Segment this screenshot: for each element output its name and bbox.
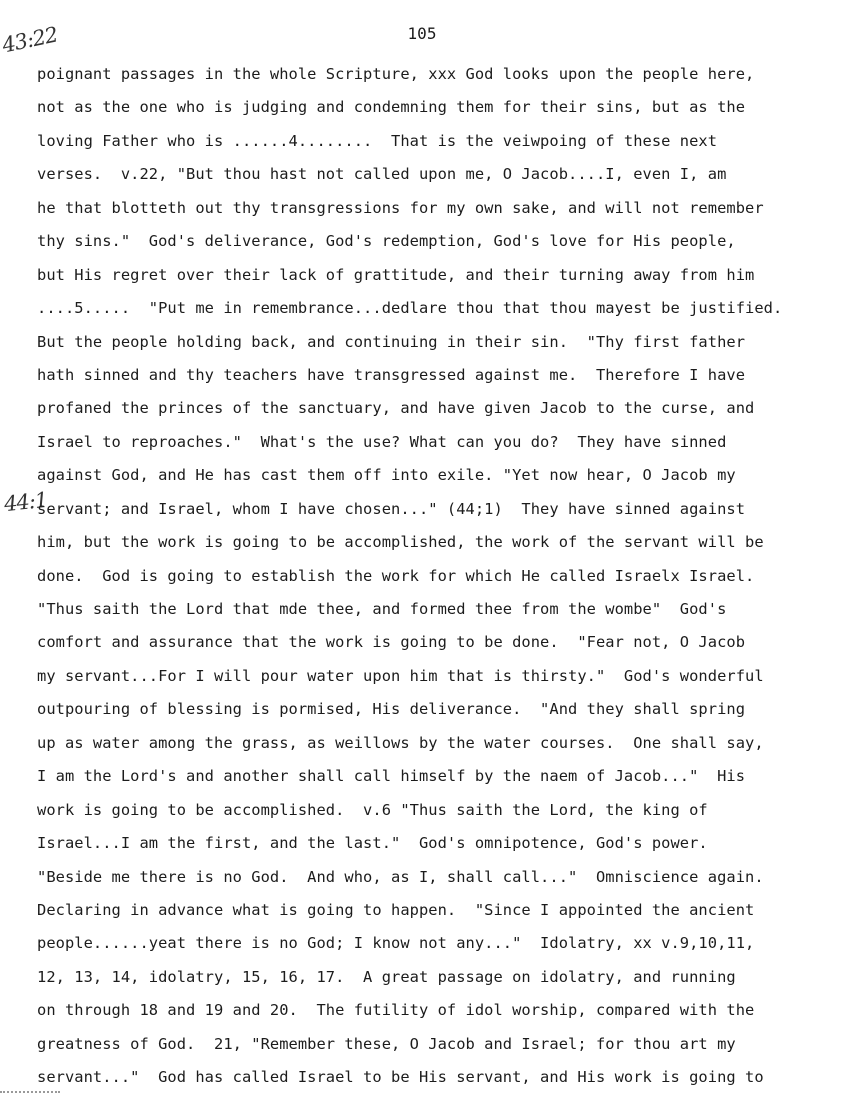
text-line: servant; and Israel, whom I have chosen..." (44;1) They have sinned against [37,499,746,518]
text-line: loving Father who is ......4........ That is the veiwpoing of these next [37,131,718,150]
text-line: Israel...I am the first, and the last." God's omnipotence, God's power. [37,834,708,853]
text-line: ....5..... "Put me in remembrance...dedlare thou that thou mayest be justified. [37,299,783,318]
text-line: servant..." God has called Israel to be His servant, and His work is going to [37,1068,764,1087]
margin-note-chapter-verse: 43:22 [0,22,60,58]
text-line: done. God is going to establish the work for which He called Israelx Israel. [37,566,755,585]
text-line: he that blotteth out thy transgressions for my own sake, and will not remember [37,198,764,217]
text-line: hath sinned and thy teachers have transgressed against me. Therefore I have [37,365,746,384]
text-line: comfort and assurance that the work is going to be done. "Fear not, O Jacob [37,633,746,652]
text-line: Israel to reproaches." What's the use? What can you do? They have sinned [37,432,727,451]
text-line: my servant...For I will pour water upon him that is thirsty." God's wonderful [37,666,764,685]
text-line: against God, and He has cast them off into exile. "Yet now hear, O Jacob my [37,466,736,485]
page-number: 105 [407,24,437,43]
text-line: verses. v.22, "But thou hast not called upon me, O Jacob....I, even I, am [37,165,727,184]
text-line: profaned the princes of the sanctuary, and have given Jacob to the curse, and [37,399,755,418]
text-line: not as the one who is judging and condemning them for their sins, but as the [37,98,746,117]
text-line: people......yeat there is no God; I know not any..." Idolatry, xx v.9,10,11, [37,934,755,953]
text-line: "Beside me there is no God. And who, as I, shall call..." Omniscience again. [37,867,764,886]
text-line: outpouring of blessing is pormised, His deliverance. "And they shall spring [37,700,746,719]
text-line: 12, 13, 14, idolatry, 15, 16, 17. A great passage on idolatry, and running [37,967,736,986]
text-line: But the people holding back, and continuing in their sin. "Thy first father [37,332,746,351]
page-edge-mark [0,1091,60,1093]
text-line: poignant passages in the whole Scripture, xxx God looks upon the people here, [37,65,755,83]
text-line: greatness of God. 21, "Remember these, O Jacob and Israel; for thou art my [37,1034,736,1053]
text-line: "Thus saith the Lord that mde thee, and formed thee from the wombe" God's [37,600,727,618]
text-line: work is going to be accomplished. v.6 "Thus saith the Lord, the king of [37,800,708,819]
text-line: thy sins." God's deliverance, God's redemption, God's love for His people, [37,232,736,251]
body-text [37,58,837,1095]
text-line: but His regret over their lack of grattitude, and their turning away from him [37,265,755,284]
text-line: him, but the work is going to be accomplished, the work of the servant will be [37,533,764,552]
text-line: up as water among the grass, as weillows by the water courses. One shall say, [37,733,764,752]
text-line: Declaring in advance what is going to happen. "Since I appointed the ancient [37,900,755,919]
margin-note-chapter-verse: 44:1 [2,487,49,517]
text-line: on through 18 and 19 and 20. The futility of idol worship, compared with the [37,1001,755,1020]
text-line: I am the Lord's and another shall call himself by the naem of Jacob..." His [37,767,746,786]
